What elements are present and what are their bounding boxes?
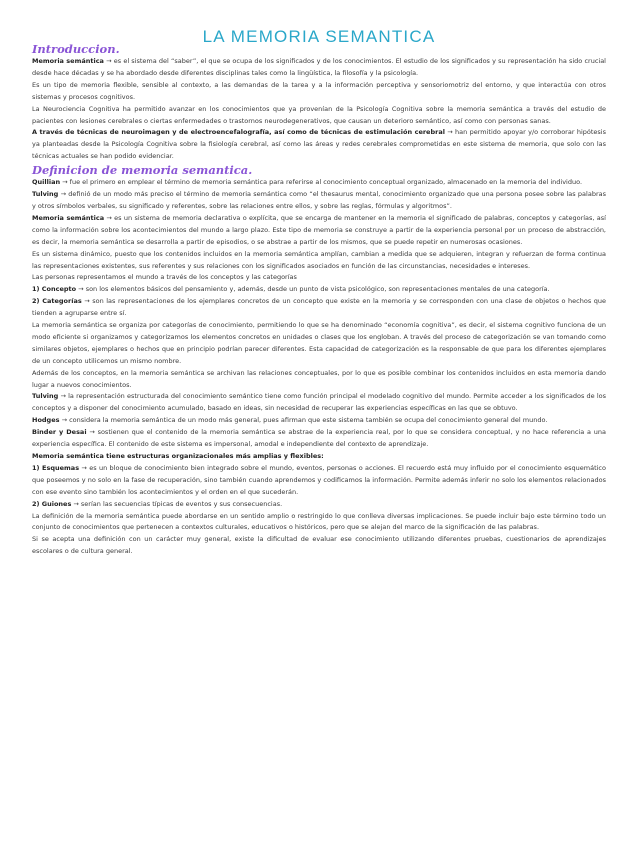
paragraph-text: → considera la memoria semántica de un modo más general, pues afirman que este sistema también se ocupa del conocimiento general del mundo. — [59, 416, 548, 425]
paragraph-lead: 2) Guiones — [32, 499, 72, 508]
paragraph-text: → es un bloque de conocimiento bien integrado sobre el mundo, eventos, personas o acciones. El recuerdo está muy influido por el conocimiento esquemático que poseemos y no solo en la fase de recuperación, sino también cuando aprendemos y codificamos la información. Permite además inferir no solo los elementos relacionados con ese evento sino también los acontecimientos y el orden en el que sucederán. — [32, 463, 606, 496]
paragraph-lead: A través de técnicas de neuroimagen y de electroencefalografía, así como de técnicas de estimulación cerebral — [32, 128, 445, 137]
paragraph — [32, 451, 606, 463]
paragraph — [32, 104, 606, 128]
paragraph-lead: Memoria semántica tiene estructuras organizacionales más amplias y flexibles: — [32, 452, 324, 460]
paragraph-text: → definió de un modo más preciso el término de memoria semántica como “el thesaurus mental, conocimiento organizado que una persona posee sobre las palabras y otros símbolos verbales, su significado y referentes, sobre las relaciones entre ellos, y sobre las reglas, fórmulas y algoritmos”. — [32, 190, 606, 210]
paragraph — [32, 427, 606, 451]
paragraph-text: Si se acepta una definición con un carácter muy general, existe la dificultad de evaluar ese conocimiento utilizando diferentes pruebas, cuestionarios de aprendizajes escolares o de cultura general. — [32, 535, 606, 556]
paragraph-text: → es un sistema de memoria declarativa o explícita, que se encarga de mantener en la memoria el significado de palabras, conceptos y categorías, así como la información sobre los acontecimientos del mundo a largo plazo. Este tipo de memoria se construye a partir de la experiencia personal por un proceso de abstracción, es decir, la memoria semántica se desarrolla a partir de episodios, o se abstrae a partir de los mismos, que se puede repetir en numerosas ocasiones. — [32, 213, 606, 246]
paragraph-text: → serían las secuencias típicas de eventos y sus consecuencias. — [71, 499, 283, 508]
paragraph — [32, 56, 606, 80]
paragraph-text: → son los elementos básicos del pensamiento y, además, desde un punto de vista psicológico, son representaciones mentales de una categoría. — [76, 285, 550, 294]
paragraph — [32, 80, 606, 104]
paragraph-text: → sostienen que el contenido de la memoria semántica se abstrae de la experiencia real, por lo que se considera conceptual, y no hace referencia a una experiencia específica. El contenido de este sistema es impersonal, amodal e independiente del contexto de aprendizaje. — [32, 428, 606, 449]
paragraph-text: La memoria semántica se organiza por categorías de conocimiento, permitiendo lo que se ha denominado “economía cognitiva”, es decir, el sistema cognitivo funciona de un modo eficiente si organizamos y categorizamos los elementos concretos en unidades o clases que los engloban. A través del proceso de categorización se van tomando como similares objetos, ejemplares o hechos que en principio podrían parecer diferentes. Esta capacidad de categorización es la responsable de que para los diferentes ejemplares de un concepto utilicemos un mismo nombre. — [32, 321, 606, 365]
paragraph — [32, 296, 606, 320]
paragraph — [32, 463, 606, 499]
paragraph — [32, 320, 606, 368]
paragraph-lead: 2) Categorías — [32, 297, 82, 306]
paragraph-text: → fue el primero en emplear el término de memoria semántica para referirse al conocimiento conceptual organizado, almacenado en la memoria del individuo. — [60, 178, 583, 187]
paragraph-lead: Hodges — [32, 416, 60, 425]
paragraph-lead: Tulving — [32, 190, 59, 199]
paragraph-lead: Quillian — [32, 178, 61, 187]
paragraph — [32, 127, 606, 163]
paragraph-text: Las personas representamos el mundo a través de los conceptos y las categorías — [32, 273, 297, 282]
paragraph — [32, 499, 606, 511]
paragraph-text: → han permitido apoyar y/o corroborar hipótesis ya planteadas desde la Psicología Cognitiva sobre la fisiología cerebral, así como las áreas y redes cerebrales comprometidas en este sistema de memoria, que solo con las técnicas actuales se han podido evidenciar. — [32, 128, 606, 161]
paragraph — [32, 391, 606, 415]
paragraph-text: → la representación estructurada del conocimiento semántico tiene como función principal el modelado cognitivo del mundo. Permite acceder a los significados de los conceptos y a disponer del conocimiento acumulado, basado en ideas, sin necesidad de recuperar las experiencias específicas en las que se obtuvo. — [32, 392, 606, 413]
paragraph-text: → es el sistema del “saber”, el que se ocupa de los significados y de los conocimientos. El estudio de los significados y su representación ha sido crucial desde hace décadas y se ha abordado desde diferentes disciplinas tales como la lingüística, la filosofía y la psicología. — [32, 57, 606, 77]
paragraph-lead: 1) Esquemas — [32, 463, 80, 472]
document-body — [32, 43, 606, 558]
section-heading: Introduccion. — [32, 42, 120, 56]
paragraph — [32, 249, 606, 273]
paragraph — [32, 272, 606, 284]
paragraph — [32, 368, 606, 392]
paragraph-text: Es un sistema dinámico, puesto que los contenidos incluidos en la memoria semántica amplían, cambian a medida que se adquieren, integran y refuerzan de forma continua las representaciones existentes, sus referentes y sus relaciones con los significados asociados en función de las circunstancias, necesidades e intereses. — [32, 249, 606, 270]
paragraph — [32, 213, 606, 249]
paragraph-lead: 1) Concepto — [32, 285, 77, 294]
paragraph — [32, 534, 606, 558]
paragraph-text: → son las representaciones de los ejemplares concretos de un concepto que existe en la memoria y se corresponden con una clase de objetos o hechos que tienden a agruparse entre sí. — [32, 297, 606, 318]
paragraph-text: Es un tipo de memoria flexible, sensible al contexto, a las demandas de la tarea y a la información perceptiva y sensoriomotriz del entorno, y que interactúa con otros sistemas y procesos cognitivos. — [32, 80, 606, 101]
page-title: LA MEMORIA SEMANTICA — [202, 27, 436, 46]
paragraph — [32, 511, 606, 535]
paragraph-text: La definición de la memoria semántica puede abordarse en un sentido amplio o restringido lo que conlleva diversas implicaciones. Se puede incluir bajo este término todo un conjunto de conocimientos que pertenecen a contextos culturales, educativos o históricos, pero que se alejan del marco de la significación de las palabras. — [32, 511, 606, 532]
paragraph-lead: Memoria semántica — [32, 213, 105, 222]
paragraph-lead: Binder y Desai — [32, 428, 87, 437]
paragraph — [32, 415, 606, 427]
section-heading: Definicion de memoria semantica. — [32, 163, 253, 178]
paragraph-lead: Memoria semántica — [32, 57, 104, 65]
paragraph — [32, 284, 606, 296]
paragraph-text: La Neurociencia Cognitiva ha permitido avanzar en los conocimientos que ya provenían de la Psicología Cognitiva sobre la memoria semántica a través del estudio de pacientes con lesiones cerebrales o ciertas enfermedades o trastornos neurodegenerativos, que causan un deterioro semántico, así como con personas sanas. — [32, 104, 606, 125]
paragraph — [32, 177, 606, 189]
paragraph-text: Además de los conceptos, en la memoria semántica se archivan las relaciones conceptuales, por lo que es posible combinar los contenidos incluidos en esta memoria dando lugar a nuevos conocimientos. — [32, 368, 606, 389]
paragraph — [32, 189, 606, 213]
paragraph-lead: Tulving — [32, 392, 59, 401]
